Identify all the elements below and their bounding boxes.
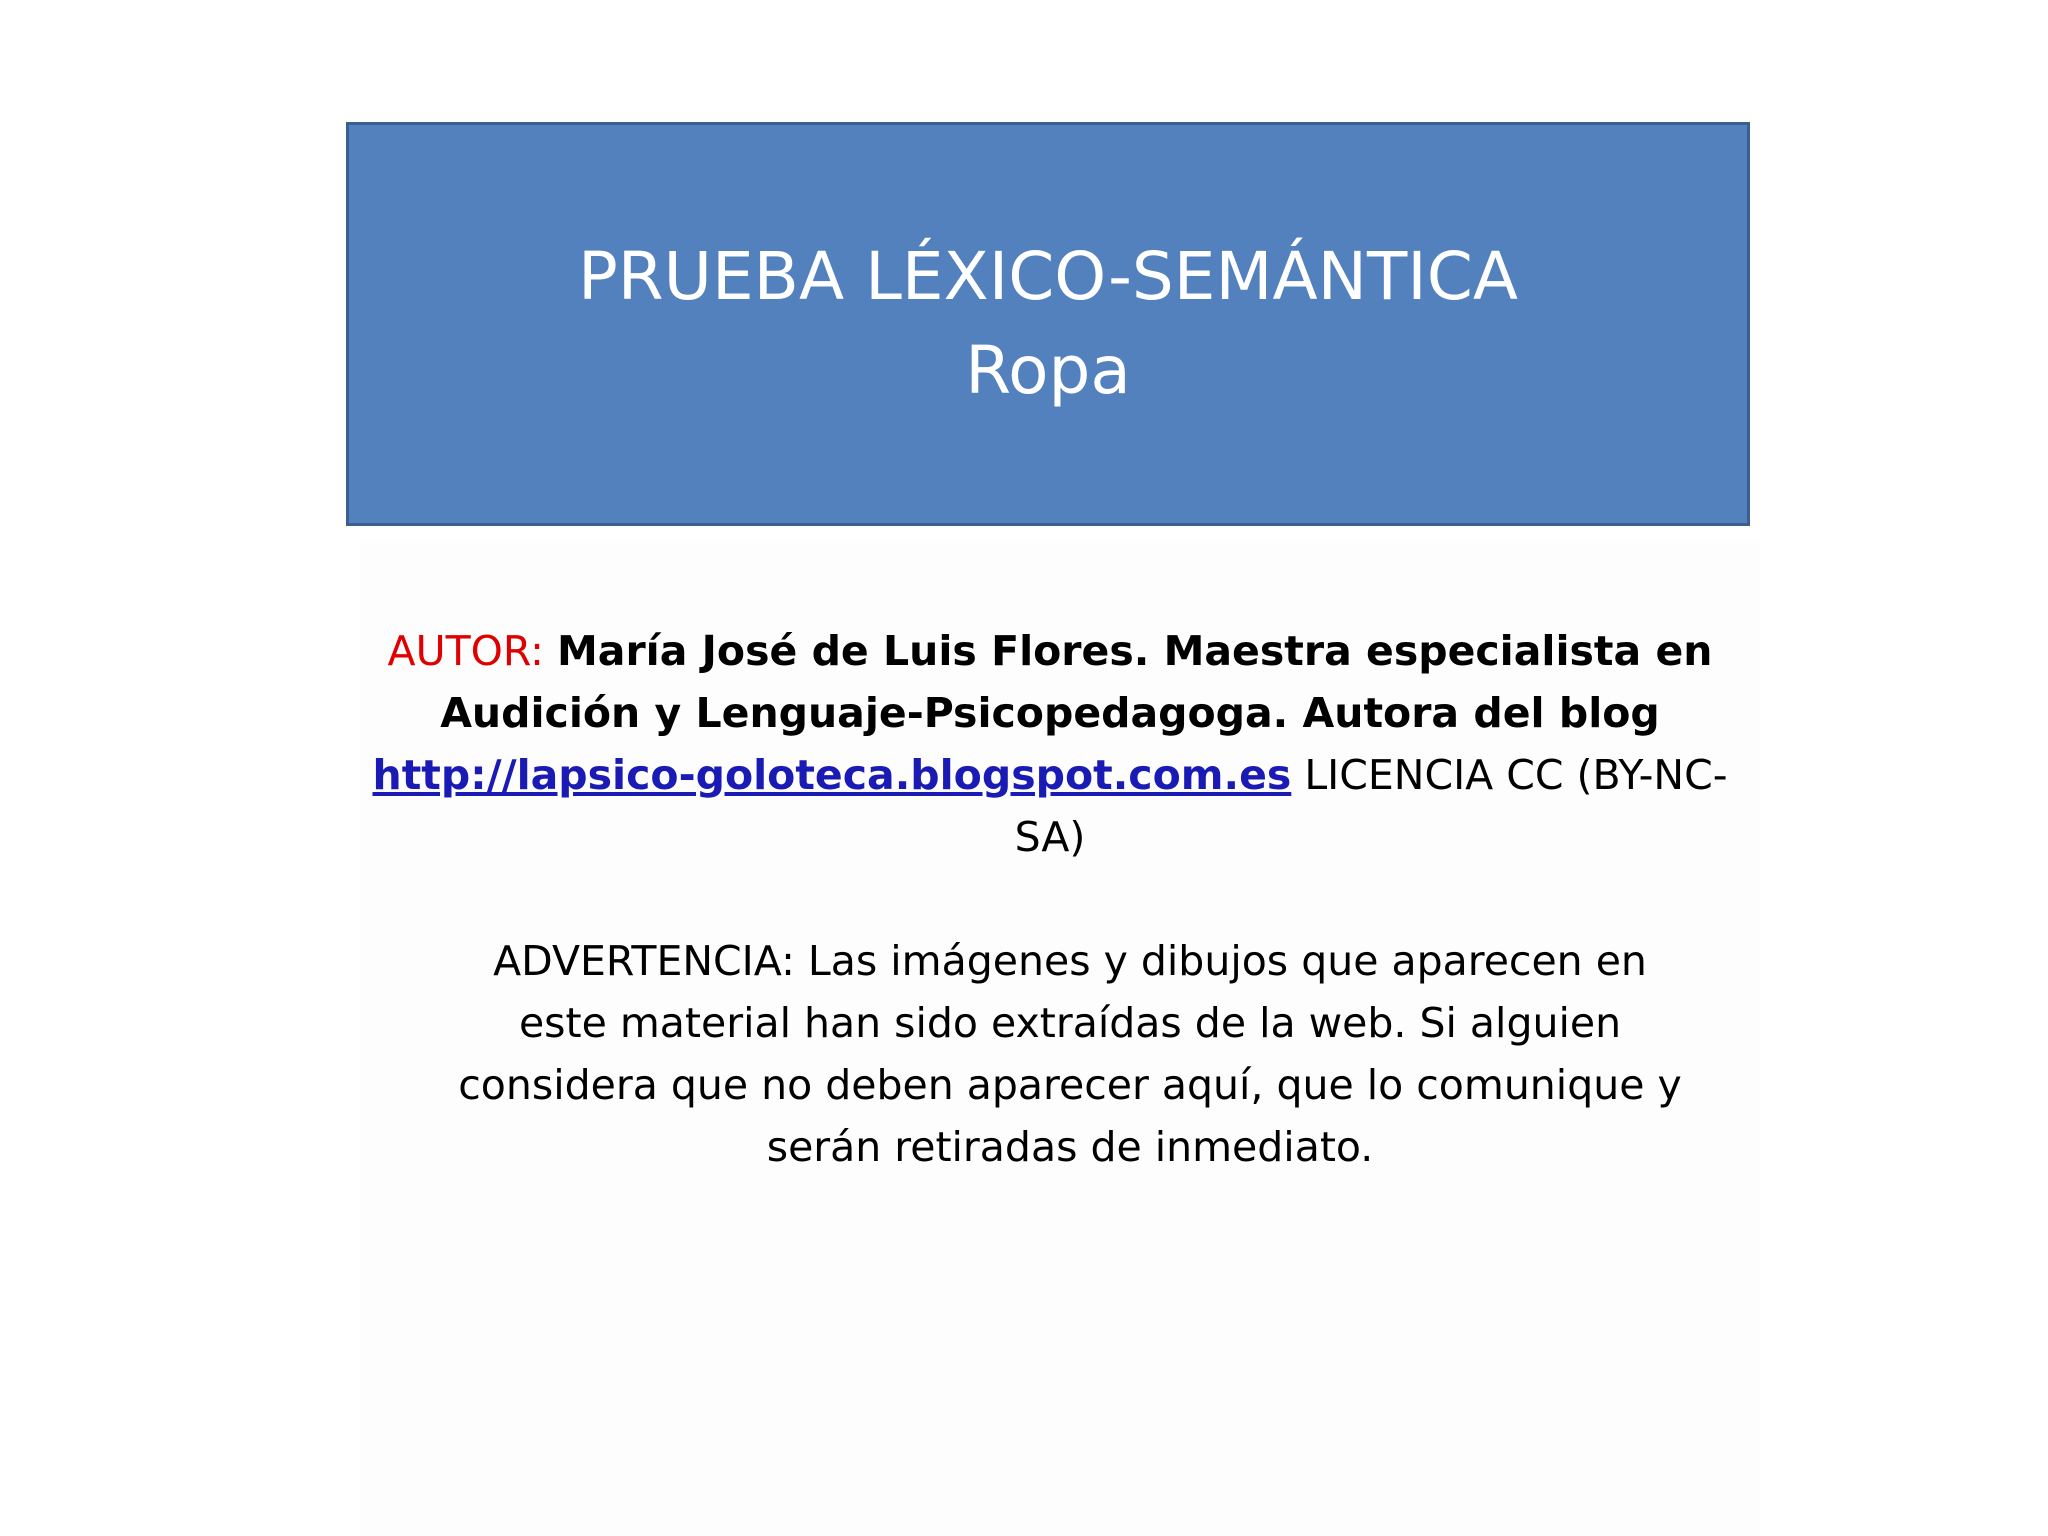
warning-block [420,930,1720,1178]
author-block [340,620,1760,868]
author-line-3 [340,744,1760,868]
warning-line-1: ADVERTENCIA: Las imágenes y dibujos que aparecen en [493,937,1647,985]
author-line-2: Audición y Lenguaje-Psicopedagoga. Autora del blog [440,689,1660,737]
license-text: LICENCIA CC (BY-NC-SA) [1014,751,1728,861]
author-name: María José de Luis Flores. Maestra especialista en [557,627,1713,675]
title-box [346,122,1750,526]
warning-line-3: considera que no deben aparecer aquí, que lo comunique y [458,1061,1682,1109]
author-label: AUTOR: [387,627,557,675]
blog-link[interactable]: http://lapsico-goloteca.blogspot.com.es [372,751,1292,799]
warning-line-2: este material han sido extraídas de la web. Si alguien [518,999,1622,1047]
warning-line-4: serán retiradas de inmediato. [766,1123,1374,1171]
author-line-1 [340,620,1760,682]
slide-subtitle: Ropa [965,332,1131,409]
slide-title: PRUEBA LÉXICO-SEMÁNTICA [578,238,1518,315]
